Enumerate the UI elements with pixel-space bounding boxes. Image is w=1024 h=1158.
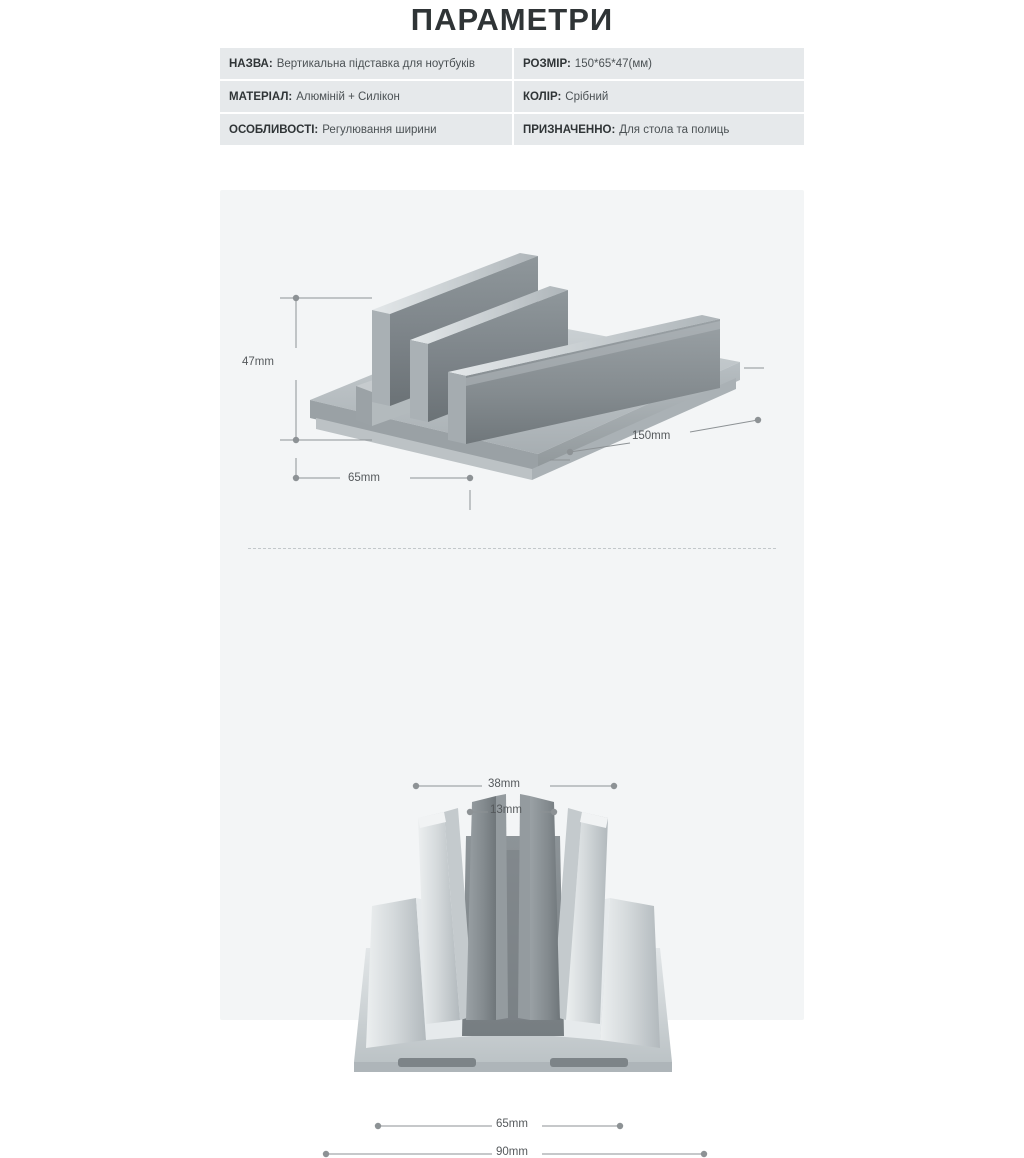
spec-key: КОЛІР: [523,90,562,103]
spec-value: Вертикальна підставка для ноутбуків [276,57,475,70]
table-row [220,48,804,81]
spec-cell-size [514,48,804,81]
right-blades [518,794,608,1024]
spec-key: ОСОБЛИВОСТІ: [229,123,319,136]
spec-key: РОЗМІР: [523,57,571,70]
spec-value: Алюміній + Силікон [296,90,400,103]
dim-label-slot-wide: 38mm [488,778,520,790]
product-image-panel [220,190,804,1158]
spec-cell-purpose [514,114,804,147]
dim-label-length: 150mm [632,430,671,442]
spec-key: НАЗВА: [229,57,273,70]
spec-cell-material [220,81,514,114]
spec-value: 150*65*47(мм) [574,57,652,70]
dim-label-height: 47mm [242,356,274,368]
dim-label-base-inner: 65mm [496,1118,528,1130]
stand-perspective-svg [220,190,804,548]
spec-key: МАТЕРІАЛ: [229,90,293,103]
figure-perspective [220,190,804,548]
spec-cell-name [220,48,514,81]
dim-label-slot-narrow: 13mm [490,804,522,816]
dim-label-base-outer: 90mm [496,1146,528,1158]
spec-key: ПРИЗНАЧЕННО: [523,123,616,136]
table-row [220,114,804,147]
spec-cell-color [514,81,804,114]
spec-value: Регулювання ширини [322,123,437,136]
section-divider [248,548,776,549]
spec-table [220,48,804,147]
spec-value: Срібний [565,90,609,103]
spec-cell-features [220,114,514,147]
left-blades [418,794,508,1024]
table-row [220,81,804,114]
figure-front [220,550,804,1158]
dim-label-depth: 65mm [348,472,380,484]
spec-value: Для стола та полиць [619,123,730,136]
page-title: ПАРАМЕТРИ [410,2,614,37]
